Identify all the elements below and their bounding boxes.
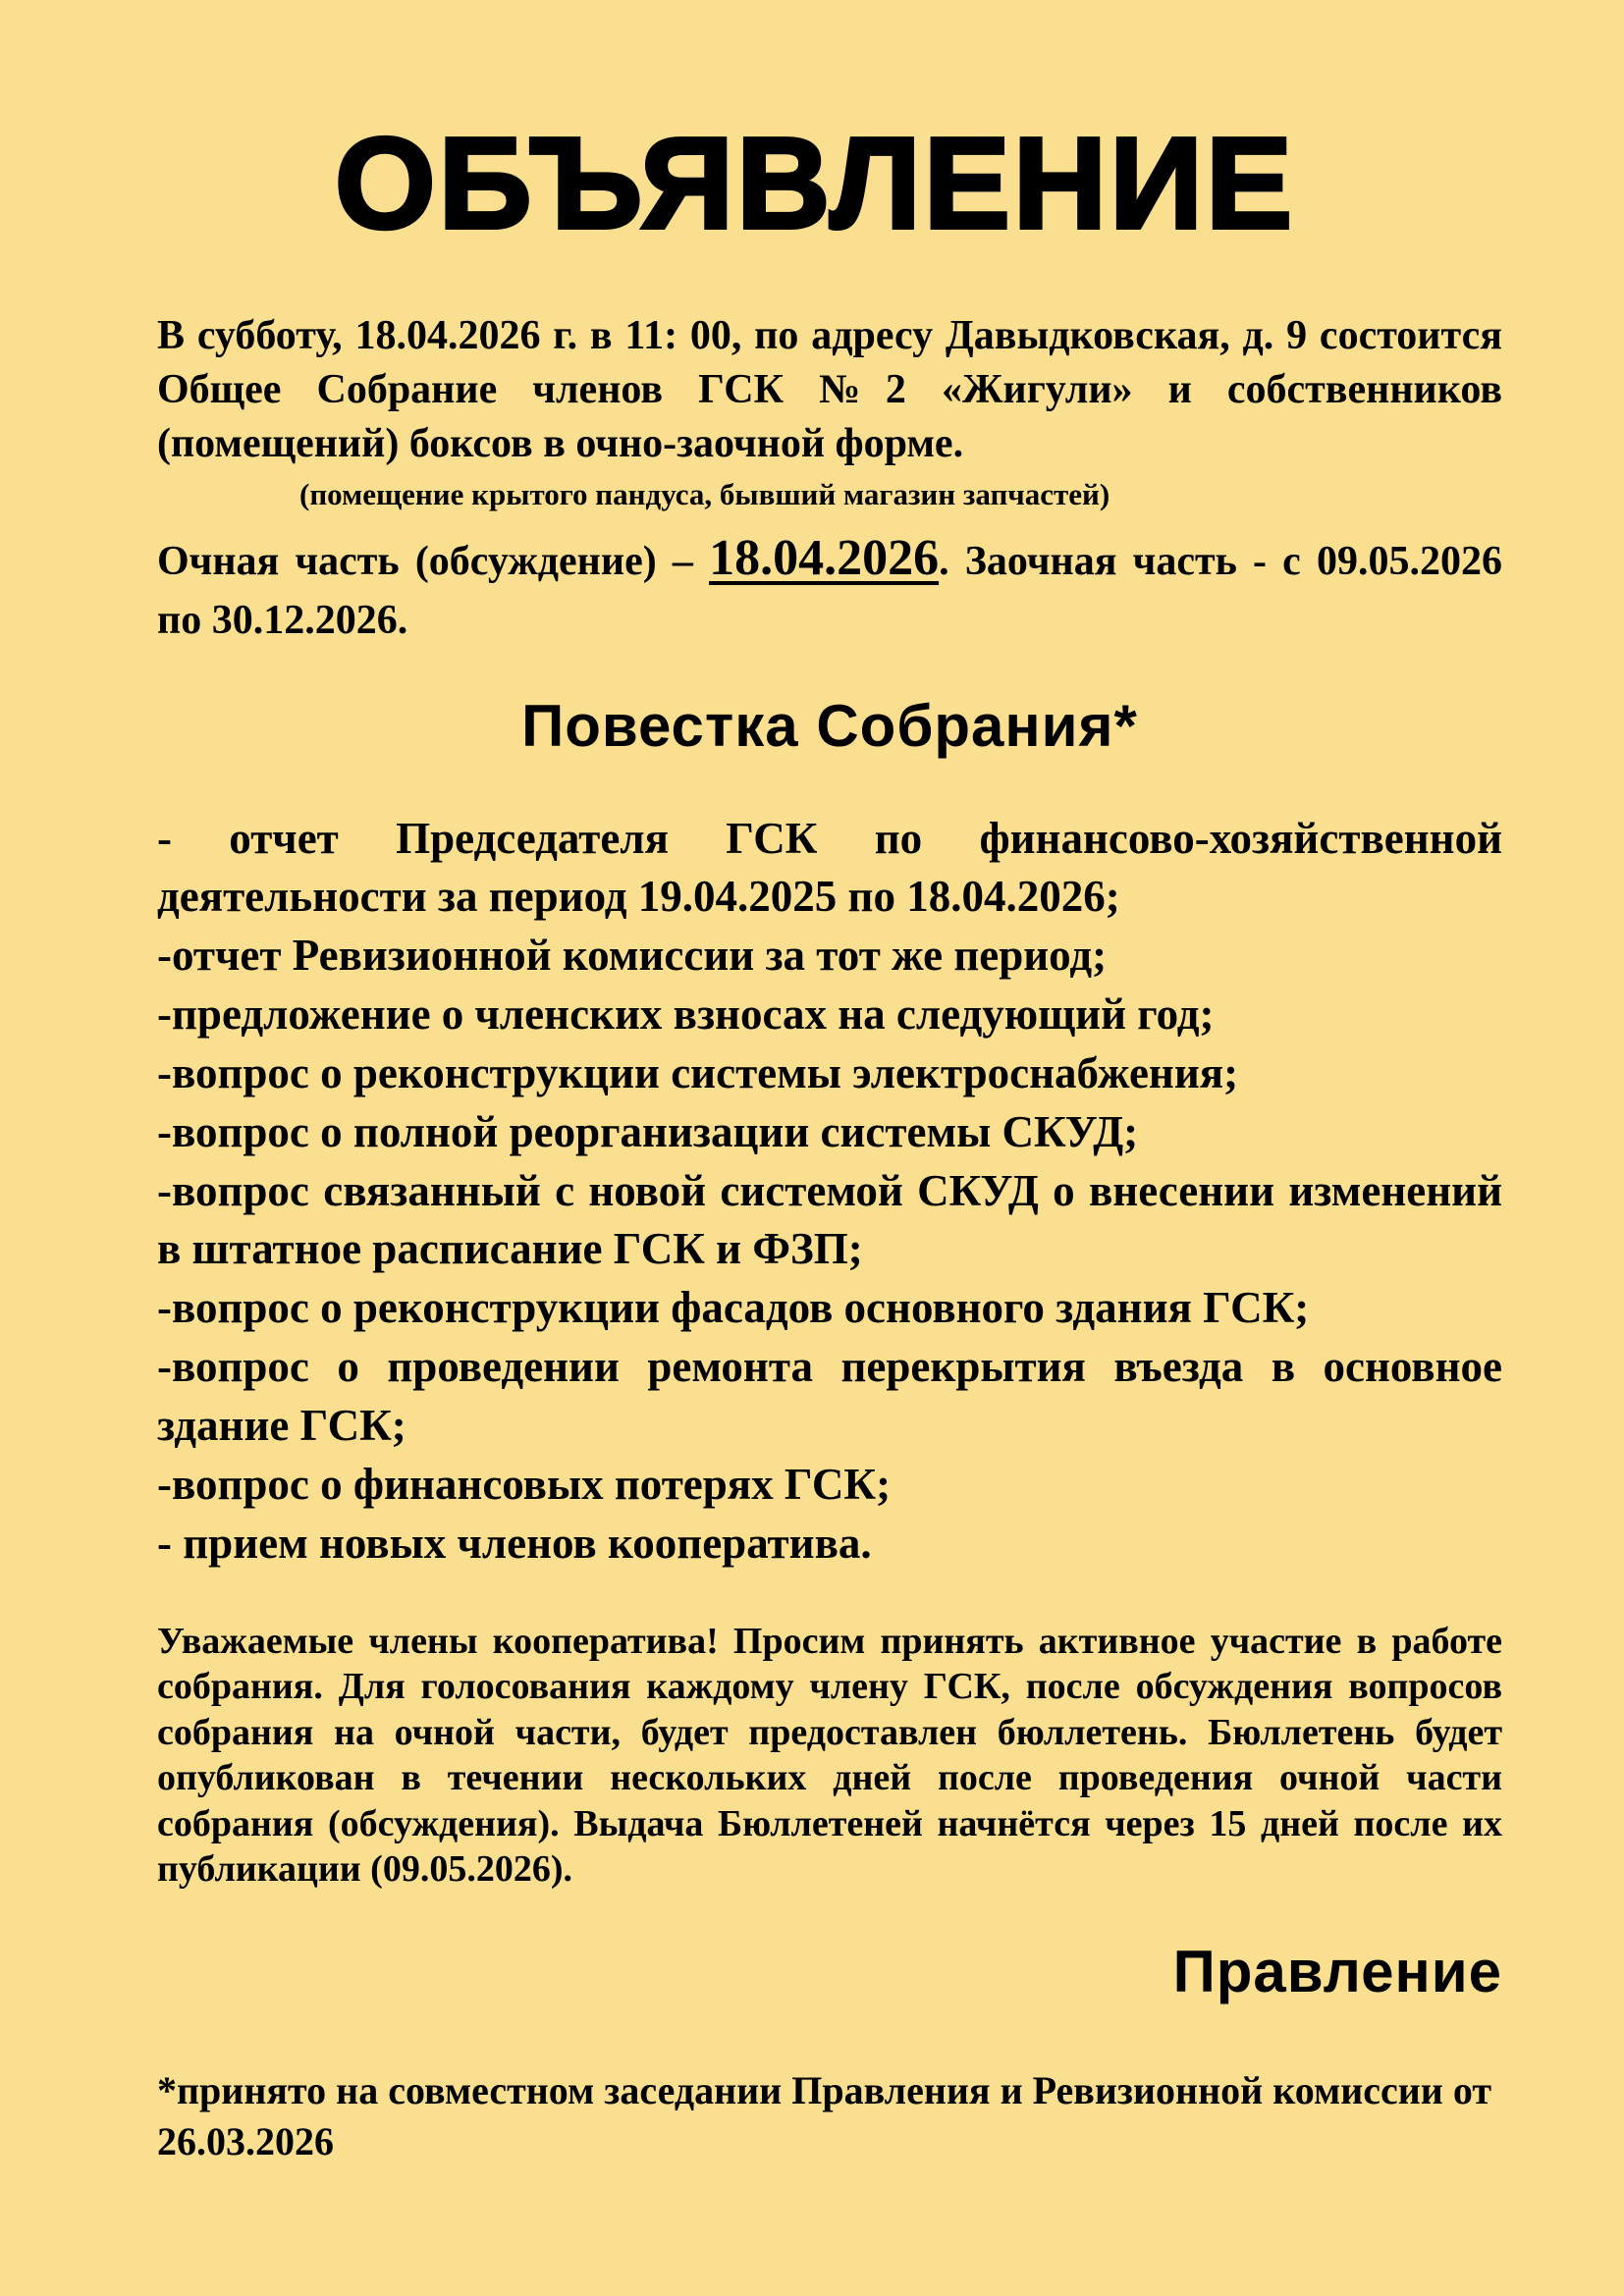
agenda-item: -вопрос о полной реорганизации системы СКУД; xyxy=(157,1106,1139,1156)
schedule-prefix: Очная часть (обсуждение) – xyxy=(157,538,710,584)
agenda-item: -вопрос о финансовых потерях ГСК; xyxy=(157,1459,892,1509)
agenda-item: - прием новых членов кооператива. xyxy=(157,1518,872,1568)
schedule-date: 18.04.2026 xyxy=(709,529,940,586)
location-note: (помещение крытого пандуса, бывший магазин запчастей) xyxy=(299,476,1110,511)
agenda-item: - отчет Председателя ГСК по финансово-хозяйственной деятельности за период 19.04.2025 по 18.04.2026; xyxy=(157,813,1502,922)
footnote: *принято на совместном заседании Правления и Ревизионной комиссии от 26.03.2026 xyxy=(157,2067,1491,2163)
agenda-list xyxy=(157,810,1502,1574)
schedule-suffix: . Заочная часть - с 09.05.2026 по 30.12.2026. xyxy=(157,538,1502,643)
agenda-heading: Повестка Собрания* xyxy=(521,692,1138,759)
agenda-item: -вопрос связанный с новой системой СКУД о внесении изменений в штатное расписание ГСК и ФЗП; xyxy=(157,1165,1502,1274)
agenda-item: -вопрос о реконструкции системы электроснабжения; xyxy=(157,1047,1239,1097)
voting-info-paragraph: Уважаемые члены кооператива! Просим принять активное участие в работе собрания. Для голосования каждому члену ГСК, после обсуждения вопросов собрания на очной части, будет предоставлен бюллетень. Бюллетень будет опубликован в течении нескольких дней после проведения очной части собрания (обсуждения). Выдача Бюллетеней начнётся через 15 дней после их публикации (09.05.2026). xyxy=(157,1620,1502,1891)
agenda-item: -предложение о членских взносах на следующий год; xyxy=(157,989,1215,1040)
agenda-item: -вопрос о реконструкции фасадов основного здания ГСК; xyxy=(157,1283,1310,1333)
intro-paragraph: В субботу, 18.04.2026 г. в 11: 00, по адресу Давыдковская, д. 9 состоится Общее Собрание членов ГСК №2 «Жигули» и собственников (помещений) боксов в очно-заочной форме. xyxy=(157,312,1502,467)
agenda-item: -вопрос о проведении ремонта перекрытия въезда в основное здание ГСК; xyxy=(157,1342,1502,1450)
agenda-item: -отчет Ревизионной комиссии за тот же период; xyxy=(157,931,1108,981)
signature: Правление xyxy=(1172,1938,1502,2004)
schedule-paragraph xyxy=(157,524,1502,649)
page-title: ОБЪЯВЛЕНИЕ xyxy=(334,111,1296,255)
